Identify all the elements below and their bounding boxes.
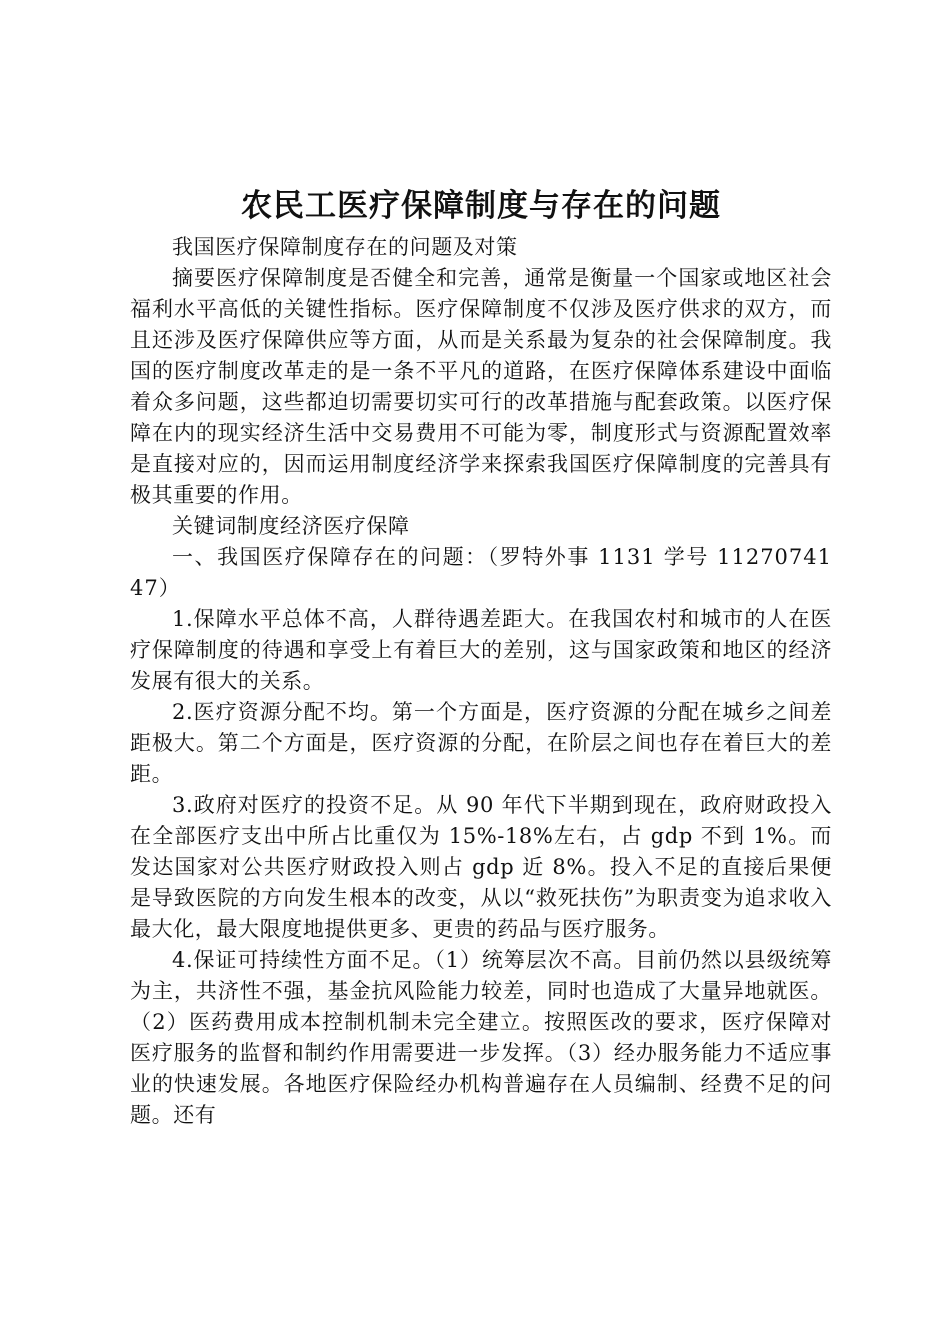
point-4-paragraph: 4.保证可持续性方面不足。（1）统筹层次不高。目前仍然以县级统筹为主，共济性不强，基金抗风险能力较差，同时也造成了大量异地就医。（2）医药费用成本控制机制未完全建立。按照医改的要求，医疗保障对医疗服务的监督和制约作用需要进一步发挥。（3）经办服务能力不适应事业的快速发展。各地医疗保险经办机构普遍存在人员编制、经费不足的问题。还有 (130, 948, 832, 1127)
point-1-paragraph: 1.保障水平总体不高，人群待遇差距大。在我国农村和城市的人在医疗保障制度的待遇和享受上有着巨大的差别，这与国家政策和地区的经济发展有很大的关系。 (130, 607, 832, 693)
keywords-paragraph: 关键词制度经济医疗保障 (172, 514, 410, 538)
point-2-paragraph: 2.医疗资源分配不均。第一个方面是，医疗资源的分配在城乡之间差距极大。第二个方面是，医疗资源的分配，在阶层之间也存在着巨大的差距。 (130, 700, 832, 786)
point-3-paragraph: 3.政府对医疗的投资不足。从 90 年代下半期到现在，政府财政投入在全部医疗支出中所占比重仅为 15%-18%左右，占 gdp 不到 1%。而发达国家对公共医疗财政投入则占 gdp 近 8%。投入不足的直接后果便是导致医院的方向发生根本的改变，从以“救死扶伤”为职责变为追求收入最大化，最大限度地提供更多、更贵的药品与医疗服务。 (130, 793, 832, 941)
document-page (130, 182, 832, 1131)
section-heading: 一、我国医疗保障存在的问题：（罗特外事 1131 学号 1127074147） (130, 545, 832, 600)
subtitle-paragraph: 我国医疗保障制度存在的问题及对策 (172, 235, 518, 259)
abstract-paragraph: 摘要医疗保障制度是否健全和完善，通常是衡量一个国家或地区社会福利水平高低的关键性指标。医疗保障制度不仅涉及医疗供求的双方，而且还涉及医疗保障供应等方面，从而是关系最为复杂的社会保障制度。我国的医疗制度改革走的是一条不平凡的道路，在医疗保障体系建设中面临着众多问题，这些都迫切需要切实可行的改革措施与配套政策。以医疗保障在内的现实经济生活中交易费用不可能为零，制度形式与资源配置效率是直接对应的，因而运用制度经济学来探索我国医疗保障制度的完善具有极其重要的作用。 (130, 266, 832, 507)
document-title: 农民工医疗保障制度与存在的问题 (241, 188, 721, 224)
